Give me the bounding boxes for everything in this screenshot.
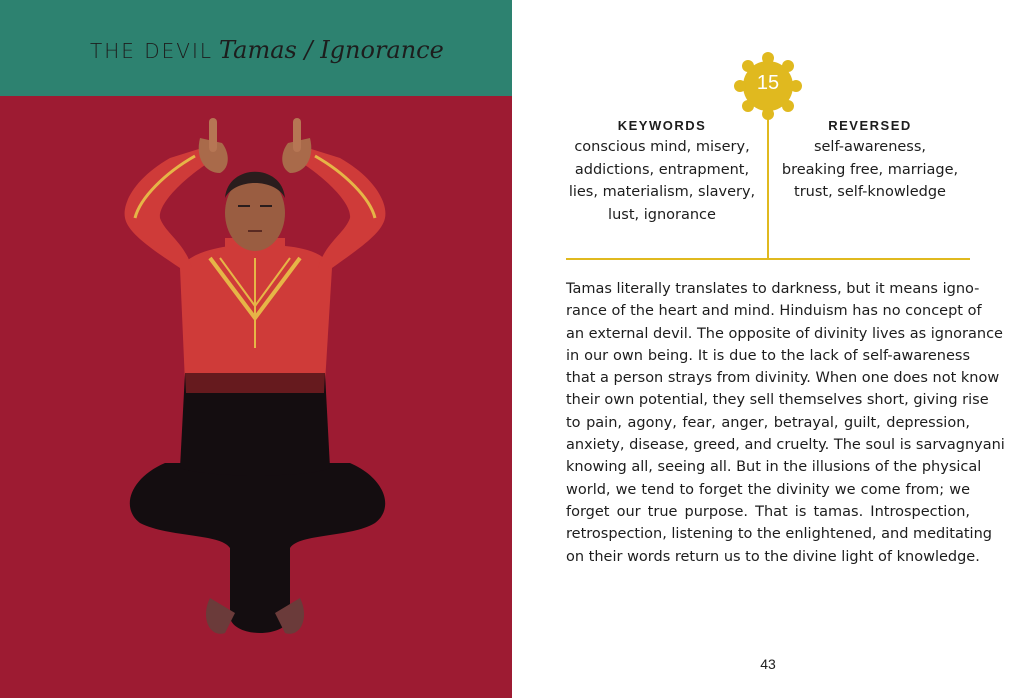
body-line: anxiety, disease, greed, and cruelty. The soul is sarvagnyani xyxy=(566,437,1005,454)
body-line: in our own being. It is due to the lack of self-awareness xyxy=(566,347,970,364)
keywords-heading: KEYWORDS xyxy=(617,118,707,133)
card-title-main: THE DEVIL xyxy=(90,39,214,63)
body-line: retrospection, listening to the enlightened, and meditating xyxy=(566,526,992,543)
title-band xyxy=(0,0,512,96)
keywords-line: conscious mind, misery, xyxy=(574,139,750,155)
body-line: their own potential, they sell themselves short, giving rise xyxy=(566,392,989,409)
body-line: world, we tend to forget the divinity we come from; we xyxy=(566,481,970,498)
vertical-divider xyxy=(767,118,769,259)
body-line: forget our true purpose. That is tamas. Introspection, xyxy=(566,503,970,520)
reversed-line: breaking free, marriage, xyxy=(781,161,959,178)
reversed-heading: REVERSED xyxy=(828,118,912,133)
keywords-section xyxy=(562,118,762,226)
card-title-subtitle: Tamas / Ignorance xyxy=(219,36,444,64)
keywords-line: addictions, entrapment, xyxy=(574,161,750,178)
horizontal-divider xyxy=(566,258,970,260)
body-line: Tamas literally translates to darkness, but it means igno- xyxy=(566,281,980,297)
card-number: 15 xyxy=(756,72,780,94)
keywords-list xyxy=(562,136,762,226)
reversed-list xyxy=(772,136,968,204)
body-line: that a person strays from divinity. When one does not know xyxy=(566,370,1000,387)
card-number-badge xyxy=(734,52,802,120)
keywords-line: lies, materialism, slavery, xyxy=(568,184,756,200)
body-paragraph xyxy=(566,278,1005,568)
devil-figure-illustration xyxy=(110,118,400,648)
body-line: knowing all, seeing all. But in the illusions of the physical xyxy=(566,459,982,476)
keywords-line: lust, ignorance xyxy=(608,206,716,223)
card-title xyxy=(90,36,444,64)
right-page xyxy=(512,0,1024,698)
body-line: rance of the heart and mind. Hinduism has no concept of xyxy=(566,303,982,320)
page-number: 43 xyxy=(760,656,776,672)
body-line: an external devil. The opposite of divinity lives as ignorance xyxy=(566,325,1003,342)
reversed-section xyxy=(772,118,968,204)
body-line: on their words return us to the divine light of knowledge. xyxy=(566,548,980,565)
reversed-line: self-awareness, xyxy=(813,139,927,155)
reversed-line: trust, self-knowledge xyxy=(794,184,946,200)
body-line: to pain, agony, fear, anger, betrayal, guilt, depression, xyxy=(566,414,970,431)
